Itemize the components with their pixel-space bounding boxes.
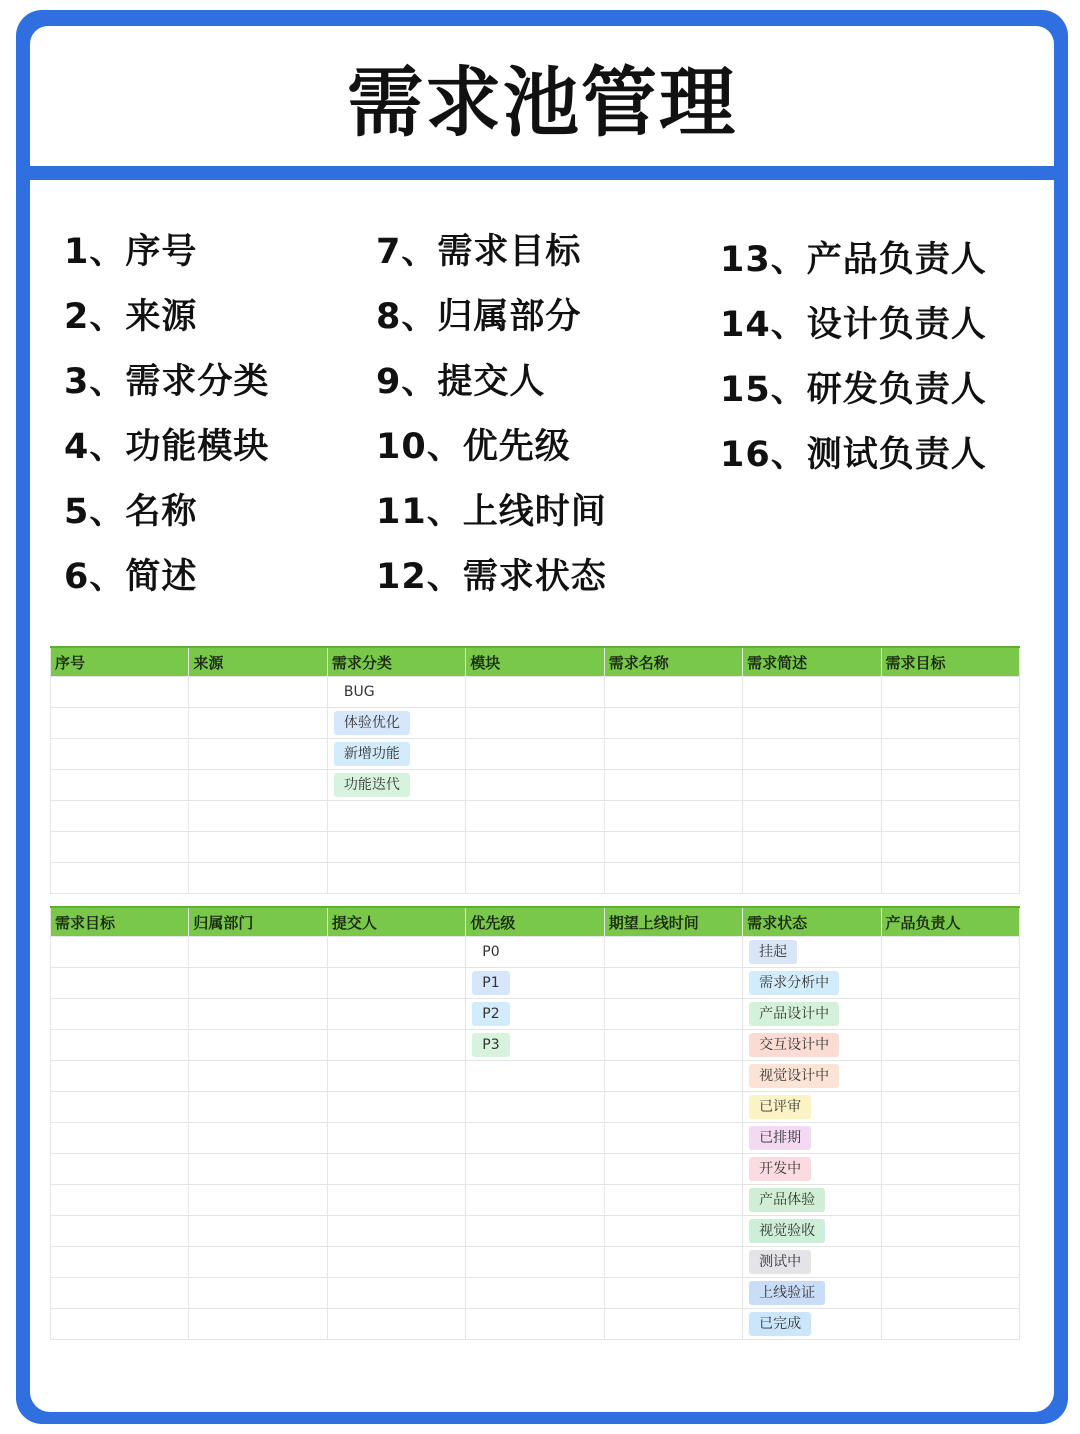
field-item: 10、优先级 [376, 427, 571, 467]
field-item: 1、序号 [64, 232, 198, 272]
table-cell[interactable] [743, 801, 881, 832]
table-cell[interactable] [604, 1309, 742, 1340]
table-cell[interactable] [881, 1247, 1019, 1278]
table-cell[interactable] [604, 708, 742, 739]
option-tag: 功能迭代 [334, 773, 410, 797]
table-cell[interactable] [189, 1061, 327, 1092]
table-cell[interactable] [51, 1123, 189, 1154]
table-cell[interactable] [604, 832, 742, 863]
table-cell[interactable] [189, 1309, 327, 1340]
table-row [51, 832, 1020, 863]
page-title: 需求池管理 [347, 57, 737, 147]
field-item: 4、功能模块 [64, 427, 270, 467]
table-cell[interactable] [189, 1185, 327, 1216]
table-cell[interactable] [881, 999, 1019, 1030]
table-cell[interactable] [189, 739, 327, 770]
table-cell[interactable] [189, 1247, 327, 1278]
table-cell[interactable] [51, 739, 189, 770]
table-cell[interactable] [743, 1247, 881, 1278]
title-box [30, 26, 1054, 166]
table-cell[interactable] [51, 677, 189, 708]
table-cell[interactable] [51, 968, 189, 999]
column-header: 需求目标 [51, 907, 189, 937]
table-cell[interactable] [466, 1061, 604, 1092]
table-cell[interactable] [881, 968, 1019, 999]
table-cell[interactable] [327, 708, 465, 739]
column-header: 提交人 [327, 907, 465, 937]
table-cell[interactable] [466, 708, 604, 739]
option-tag: 已评审 [749, 1095, 811, 1119]
table-row [51, 937, 1020, 968]
table-cell[interactable] [327, 1309, 465, 1340]
table-cell[interactable] [604, 1247, 742, 1278]
requirement-table-2 [50, 906, 1020, 1340]
table-cell[interactable] [51, 999, 189, 1030]
table-row [51, 1216, 1020, 1247]
table-cell[interactable] [604, 1185, 742, 1216]
table-cell[interactable] [466, 1092, 604, 1123]
table-cell[interactable] [466, 1030, 604, 1061]
table-cell[interactable] [51, 1061, 189, 1092]
table-cell[interactable] [743, 1154, 881, 1185]
column-header: 归属部门 [189, 907, 327, 937]
table-cell[interactable] [743, 1185, 881, 1216]
table-cell[interactable] [466, 968, 604, 999]
table-row [51, 1309, 1020, 1340]
option-tag: 需求分析中 [749, 971, 839, 995]
column-header: 序号 [51, 647, 189, 677]
table-cell[interactable] [466, 832, 604, 863]
field-item: 16、测试负责人 [720, 435, 987, 475]
field-item: 5、名称 [64, 492, 198, 532]
field-item: 12、需求状态 [376, 557, 607, 597]
table-cell[interactable] [189, 832, 327, 863]
table-cell[interactable] [881, 937, 1019, 968]
table-cell[interactable] [881, 677, 1019, 708]
table-cell[interactable] [743, 1030, 881, 1061]
table-cell[interactable] [743, 1309, 881, 1340]
field-item: 11、上线时间 [376, 492, 607, 532]
table-cell[interactable] [881, 832, 1019, 863]
table-cell[interactable] [743, 863, 881, 894]
table-row [51, 1123, 1020, 1154]
table-cell[interactable] [189, 770, 327, 801]
column-header: 期望上线时间 [604, 907, 742, 937]
table-cell[interactable] [189, 1092, 327, 1123]
table-row [51, 968, 1020, 999]
table-row [51, 739, 1020, 770]
table-row [51, 1061, 1020, 1092]
table-cell[interactable] [743, 1216, 881, 1247]
table-cell[interactable] [881, 863, 1019, 894]
table-cell[interactable] [881, 708, 1019, 739]
option-tag: 视觉验收 [749, 1219, 825, 1243]
option-tag: 产品体验 [749, 1188, 825, 1212]
table-cell[interactable] [51, 1092, 189, 1123]
option-tag: 交互设计中 [749, 1033, 839, 1057]
table-cell[interactable] [881, 1309, 1019, 1340]
table-cell[interactable] [189, 1216, 327, 1247]
table-cell[interactable] [327, 1278, 465, 1309]
table-cell[interactable] [466, 1154, 604, 1185]
option-tag: 新增功能 [334, 742, 410, 766]
column-header: 优先级 [466, 907, 604, 937]
table-cell[interactable] [743, 937, 881, 968]
table-row [51, 1185, 1020, 1216]
table-cell[interactable] [327, 999, 465, 1030]
table-row [51, 708, 1020, 739]
table-cell[interactable] [881, 770, 1019, 801]
table-cell[interactable] [189, 968, 327, 999]
table-cell[interactable] [327, 1185, 465, 1216]
table-cell[interactable] [327, 1216, 465, 1247]
table-cell[interactable] [604, 801, 742, 832]
table-cell[interactable] [604, 739, 742, 770]
table-cell[interactable] [466, 1185, 604, 1216]
field-item: 7、需求目标 [376, 232, 582, 272]
table-cell[interactable] [189, 863, 327, 894]
option-tag: 测试中 [749, 1250, 811, 1274]
table-cell[interactable] [604, 863, 742, 894]
table-cell[interactable] [189, 1030, 327, 1061]
table-cell[interactable] [51, 863, 189, 894]
option-tag: P2 [472, 1002, 509, 1026]
option-tag: BUG [343, 684, 375, 700]
table-cell[interactable] [604, 1092, 742, 1123]
table-row [51, 677, 1020, 708]
requirement-table-1 [50, 646, 1020, 894]
table-cell[interactable] [743, 708, 881, 739]
column-header: 来源 [189, 647, 327, 677]
table-cell[interactable] [51, 1309, 189, 1340]
table-cell[interactable] [466, 1309, 604, 1340]
table-row [51, 1154, 1020, 1185]
table-cell[interactable] [327, 832, 465, 863]
table-cell[interactable] [466, 770, 604, 801]
table-row [51, 1030, 1020, 1061]
table-cell[interactable] [881, 1278, 1019, 1309]
column-header: 需求分类 [327, 647, 465, 677]
table-cell[interactable] [466, 739, 604, 770]
table-cell[interactable] [51, 1185, 189, 1216]
table-cell[interactable] [881, 1030, 1019, 1061]
table-cell[interactable] [743, 739, 881, 770]
table-cell[interactable] [604, 770, 742, 801]
table-cell[interactable] [881, 1216, 1019, 1247]
table-cell[interactable] [51, 801, 189, 832]
column-header: 需求名称 [604, 647, 742, 677]
table-cell[interactable] [466, 1278, 604, 1309]
table-cell[interactable] [51, 708, 189, 739]
table-cell[interactable] [327, 770, 465, 801]
table-cell[interactable] [327, 677, 465, 708]
table-cell[interactable] [51, 770, 189, 801]
field-item: 14、设计负责人 [720, 305, 987, 345]
table-cell[interactable] [743, 1061, 881, 1092]
option-tag: 挂起 [749, 940, 797, 964]
table-cell[interactable] [881, 801, 1019, 832]
table-cell[interactable] [466, 937, 604, 968]
table-cell[interactable] [327, 1247, 465, 1278]
table-cell[interactable] [604, 1278, 742, 1309]
table-cell[interactable] [189, 1278, 327, 1309]
column-header: 需求状态 [743, 907, 881, 937]
table-cell[interactable] [189, 677, 327, 708]
table-cell[interactable] [466, 999, 604, 1030]
field-item: 9、提交人 [376, 362, 546, 402]
table-cell[interactable] [743, 677, 881, 708]
field-item: 15、研发负责人 [720, 370, 987, 410]
table-row [51, 770, 1020, 801]
table-cell[interactable] [189, 937, 327, 968]
option-tag: 已完成 [749, 1312, 811, 1336]
table-cell[interactable] [881, 1061, 1019, 1092]
table-cell[interactable] [51, 1278, 189, 1309]
table-cell[interactable] [327, 1092, 465, 1123]
option-tag: 视觉设计中 [749, 1064, 839, 1088]
table-cell[interactable] [881, 1154, 1019, 1185]
table-cell[interactable] [466, 863, 604, 894]
table-cell[interactable] [466, 1247, 604, 1278]
table-cell[interactable] [189, 801, 327, 832]
table-cell[interactable] [327, 1154, 465, 1185]
table-cell[interactable] [881, 739, 1019, 770]
table-cell[interactable] [604, 1123, 742, 1154]
table-cell[interactable] [327, 968, 465, 999]
content-area [30, 180, 1054, 1412]
table-cell[interactable] [604, 999, 742, 1030]
column-header: 产品负责人 [881, 907, 1019, 937]
column-header: 需求目标 [881, 647, 1019, 677]
table-cell[interactable] [743, 770, 881, 801]
table-cell[interactable] [743, 999, 881, 1030]
table-row [51, 1278, 1020, 1309]
table-cell[interactable] [51, 832, 189, 863]
table-row [51, 1092, 1020, 1123]
table-cell[interactable] [189, 1154, 327, 1185]
option-tag: 上线验证 [749, 1281, 825, 1305]
table-cell[interactable] [604, 937, 742, 968]
option-tag: 开发中 [749, 1157, 811, 1181]
table-cell[interactable] [327, 739, 465, 770]
table-cell[interactable] [743, 1123, 881, 1154]
table-cell[interactable] [466, 801, 604, 832]
table-cell[interactable] [743, 1092, 881, 1123]
table-row [51, 863, 1020, 894]
table-cell[interactable] [604, 968, 742, 999]
option-tag: 体验优化 [334, 711, 410, 735]
table-row [51, 801, 1020, 832]
table-cell[interactable] [604, 1154, 742, 1185]
table-cell[interactable] [327, 1030, 465, 1061]
option-tag: P1 [472, 971, 509, 995]
table-cell[interactable] [51, 1216, 189, 1247]
table-cell[interactable] [604, 1216, 742, 1247]
column-header: 模块 [466, 647, 604, 677]
table-cell[interactable] [604, 677, 742, 708]
table-cell[interactable] [51, 1154, 189, 1185]
field-item: 2、来源 [64, 297, 198, 337]
table-cell[interactable] [51, 1247, 189, 1278]
table-cell[interactable] [743, 832, 881, 863]
field-item: 3、需求分类 [64, 362, 270, 402]
table-row [51, 999, 1020, 1030]
table-cell[interactable] [327, 937, 465, 968]
table-cell[interactable] [881, 1092, 1019, 1123]
field-item: 13、产品负责人 [720, 240, 987, 280]
table-cell[interactable] [327, 1061, 465, 1092]
table-cell[interactable] [466, 677, 604, 708]
table-cell[interactable] [881, 1123, 1019, 1154]
table-cell[interactable] [189, 708, 327, 739]
column-header: 需求简述 [743, 647, 881, 677]
field-item: 8、归属部分 [376, 297, 582, 337]
table-cell[interactable] [604, 1030, 742, 1061]
table-cell[interactable] [51, 937, 189, 968]
table-row [51, 1247, 1020, 1278]
option-tag: P0 [482, 944, 500, 960]
table-cell[interactable] [466, 1216, 604, 1247]
table-cell[interactable] [466, 1123, 604, 1154]
field-item: 6、简述 [64, 557, 198, 597]
option-tag: 产品设计中 [749, 1002, 839, 1026]
option-tag: 已排期 [749, 1126, 811, 1150]
table-cell[interactable] [604, 1061, 742, 1092]
option-tag: P3 [472, 1033, 509, 1057]
table-cell[interactable] [743, 1278, 881, 1309]
table-cell[interactable] [743, 968, 881, 999]
table-cell[interactable] [189, 1123, 327, 1154]
table-cell[interactable] [327, 863, 465, 894]
table-cell[interactable] [327, 1123, 465, 1154]
table-cell[interactable] [327, 801, 465, 832]
table-cell[interactable] [189, 999, 327, 1030]
table-cell[interactable] [881, 1185, 1019, 1216]
table-cell[interactable] [51, 1030, 189, 1061]
